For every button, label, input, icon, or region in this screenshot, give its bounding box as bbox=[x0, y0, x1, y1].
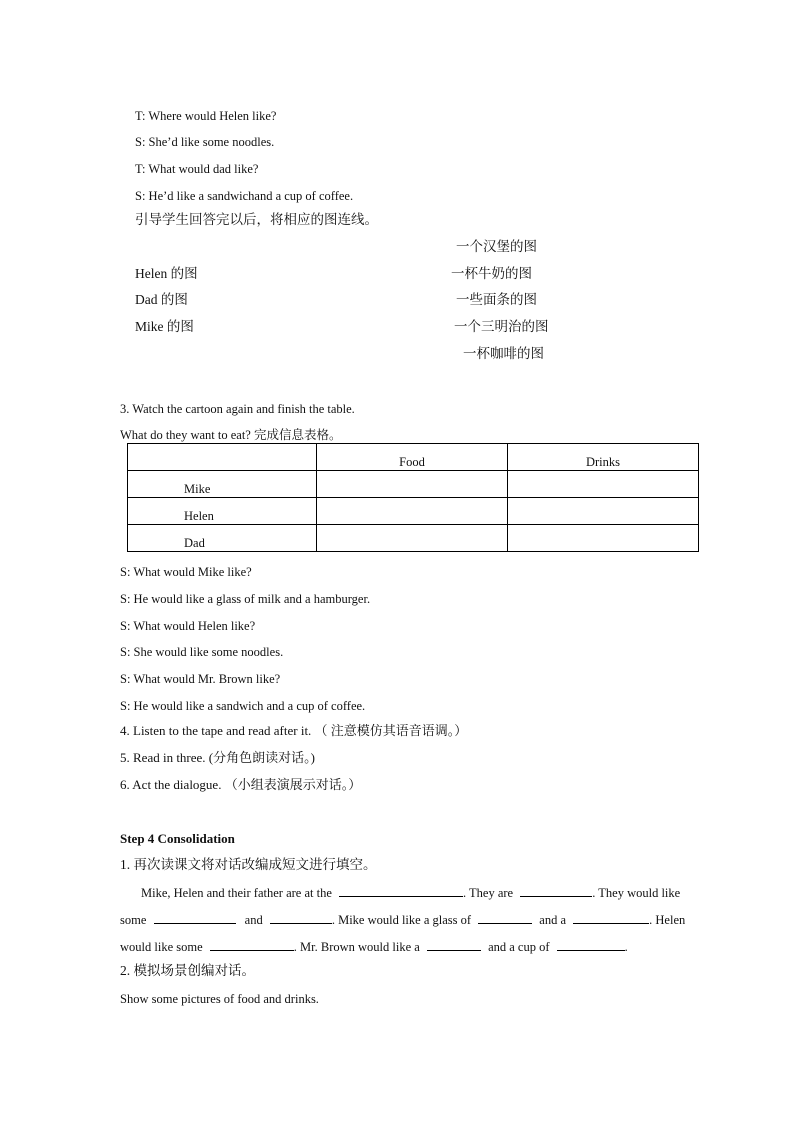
section-heading: Step 4 Consolidation bbox=[120, 831, 235, 846]
table-row-name: Dad bbox=[128, 525, 317, 552]
cloze-text: and a cup of bbox=[488, 940, 550, 954]
table-cell-drinks[interactable] bbox=[508, 525, 699, 552]
cloze-line-1 bbox=[141, 884, 680, 901]
cloze-blank[interactable] bbox=[478, 911, 532, 924]
dialogue2-line: S: What would Mr. Brown like? bbox=[120, 672, 281, 686]
table-row-name: Mike bbox=[128, 471, 317, 498]
cloze-line-3 bbox=[120, 938, 628, 955]
task3-title: 3. Watch the cartoon again and finish the table. bbox=[120, 402, 355, 416]
dialogue1-line: T: Where would Helen like? bbox=[135, 109, 277, 123]
cloze-text: some bbox=[120, 913, 147, 927]
cloze-text: and bbox=[244, 913, 263, 927]
cloze-blank[interactable] bbox=[154, 911, 236, 924]
match-left-item: Mike 的图 bbox=[135, 319, 194, 334]
match-right-item: 一个汉堡的图 bbox=[456, 239, 537, 254]
step4-item1: 1. 再次读课文将对话改编成短文进行填空。 bbox=[120, 857, 377, 872]
match-left-item: Helen 的图 bbox=[135, 266, 198, 281]
cloze-line-2 bbox=[120, 911, 685, 928]
cloze-text: Mike, Helen and their father are at the bbox=[141, 886, 332, 900]
dialogue1-line: T: What would dad like? bbox=[135, 162, 259, 176]
table-header-row bbox=[128, 444, 699, 471]
table-header-drinks: Drinks bbox=[508, 444, 699, 471]
step4-item2-detail: Show some pictures of food and drinks. bbox=[120, 992, 319, 1006]
instruction-text: 引导学生回答完以后，将相应的图连线。 bbox=[135, 212, 378, 227]
cloze-text: and a bbox=[539, 913, 567, 927]
task3-question: What do they want to eat? 完成信息表格。 bbox=[120, 428, 342, 442]
cloze-blank[interactable] bbox=[210, 938, 294, 951]
cloze-blank[interactable] bbox=[427, 938, 481, 951]
dialogue2-line: S: What would Mike like? bbox=[120, 565, 252, 579]
cloze-blank[interactable] bbox=[557, 938, 625, 951]
cloze-text: would like some bbox=[120, 940, 203, 954]
cloze-text: . bbox=[624, 940, 628, 954]
match-right-item: 一些面条的图 bbox=[456, 292, 537, 307]
match-right-item: 一个三明治的图 bbox=[454, 319, 549, 334]
cloze-blank[interactable] bbox=[520, 884, 592, 897]
table-cell-drinks[interactable] bbox=[508, 471, 699, 498]
task-item: 4. Listen to the tape and read after it. （ 注意模仿其语音语调。） bbox=[120, 723, 468, 738]
dialogue1-line: S: She’d like some noodles. bbox=[135, 135, 275, 149]
cloze-text: . They would like bbox=[592, 886, 681, 900]
dialogue2-line: S: What would Helen like? bbox=[120, 619, 256, 633]
task-item: 5. Read in three. (分角色朗读对话。) bbox=[120, 750, 315, 765]
cloze-blank[interactable] bbox=[573, 911, 649, 924]
table-cell-food[interactable] bbox=[317, 471, 508, 498]
cloze-blank[interactable] bbox=[339, 884, 463, 897]
dialogue2-line: S: He would like a sandwich and a cup of coffee. bbox=[120, 699, 366, 713]
cloze-text: . Helen bbox=[649, 913, 686, 927]
table-cell-food[interactable] bbox=[317, 498, 508, 525]
table-row bbox=[128, 471, 699, 498]
table-row-name: Helen bbox=[128, 498, 317, 525]
task-item: 6. Act the dialogue. （小组表演展示对话。） bbox=[120, 777, 362, 792]
dialogue1-line: S: He’d like a sandwichand a cup of coffee. bbox=[135, 189, 354, 203]
cloze-text: . They are bbox=[463, 886, 514, 900]
table-header-cell bbox=[128, 444, 317, 471]
dialogue2-line: S: He would like a glass of milk and a hamburger. bbox=[120, 592, 371, 606]
info-table bbox=[127, 443, 699, 552]
table-header-food: Food bbox=[317, 444, 508, 471]
dialogue2-line: S: She would like some noodles. bbox=[120, 645, 284, 659]
table-cell-food[interactable] bbox=[317, 525, 508, 552]
match-left-item: Dad 的图 bbox=[135, 292, 188, 307]
step4-item2: 2. 模拟场景创编对话。 bbox=[120, 963, 255, 978]
table-cell-drinks[interactable] bbox=[508, 498, 699, 525]
cloze-blank[interactable] bbox=[270, 911, 332, 924]
cloze-text: . Mike would like a glass of bbox=[331, 913, 472, 927]
match-right-item: 一杯牛奶的图 bbox=[451, 266, 532, 281]
table-row bbox=[128, 498, 699, 525]
match-right-item: 一杯咖啡的图 bbox=[463, 346, 544, 361]
table-row bbox=[128, 525, 699, 552]
cloze-text: . Mr. Brown would like a bbox=[293, 940, 420, 954]
